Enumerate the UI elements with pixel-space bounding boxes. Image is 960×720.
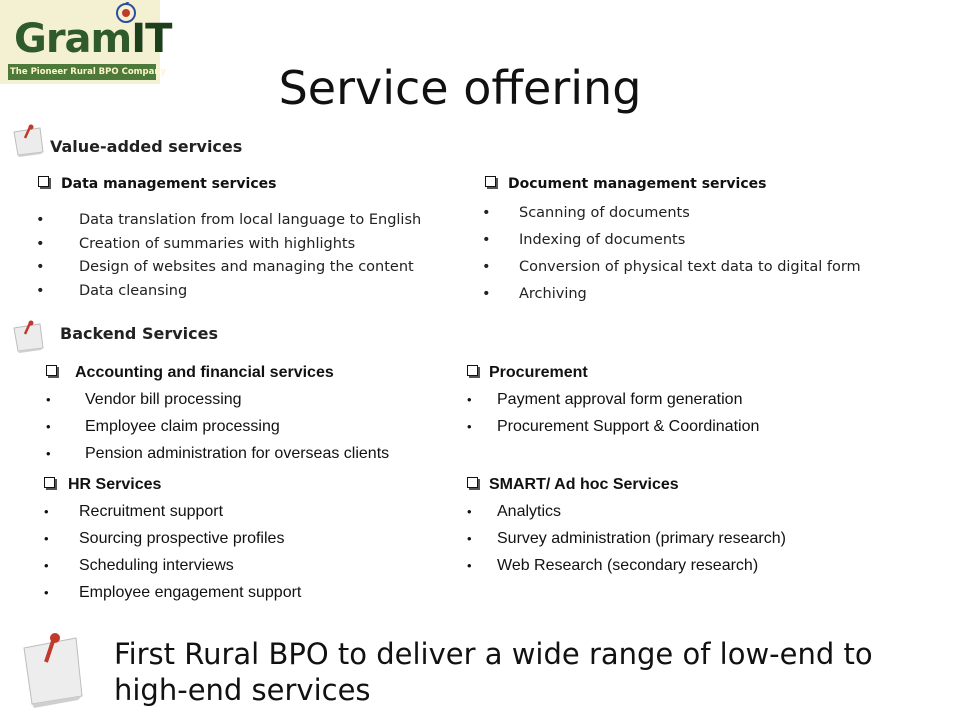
data-mgmt-list bbox=[36, 209, 421, 303]
list-item: • Data cleansing bbox=[36, 280, 421, 304]
hr-heading-text: HR Services bbox=[68, 476, 162, 493]
data-mgmt-heading-text: Data management services bbox=[61, 176, 277, 192]
pinned-note-icon bbox=[18, 630, 88, 710]
list-item: • Web Research (secondary research) bbox=[467, 552, 786, 579]
logo-tagline: The Pioneer Rural BPO Company bbox=[10, 67, 166, 77]
accounting-list bbox=[46, 386, 389, 467]
doc-mgmt-heading bbox=[485, 176, 767, 192]
list-item: • Creation of summaries with highlights bbox=[36, 233, 421, 257]
doc-mgmt-heading-text: Document management services bbox=[508, 176, 767, 192]
list-item: • Conversion of physical text data to digital form bbox=[482, 254, 861, 281]
smart-heading-text: SMART/ Ad hoc Services bbox=[489, 476, 679, 493]
hr-heading bbox=[44, 476, 161, 494]
list-item: • Procurement Support & Coordination bbox=[467, 413, 759, 440]
procurement-heading bbox=[467, 364, 588, 382]
list-item: • Scheduling interviews bbox=[44, 552, 301, 579]
list-item: • Analytics bbox=[467, 498, 786, 525]
footer-line-1: First Rural BPO to deliver a wide range of low-end to bbox=[114, 637, 873, 671]
list-item: • Pension administration for overseas clients bbox=[46, 440, 389, 467]
list-item: • Archiving bbox=[482, 281, 861, 308]
list-item: • Payment approval form generation bbox=[467, 386, 759, 413]
list-item: • Sourcing prospective profiles bbox=[44, 525, 301, 552]
list-item: • Employee engagement support bbox=[44, 579, 301, 606]
list-item: • Vendor bill processing bbox=[46, 386, 389, 413]
checkbox-bullet-icon bbox=[467, 477, 478, 488]
list-item: • Scanning of documents bbox=[482, 200, 861, 227]
backend-heading: Backend Services bbox=[60, 324, 218, 343]
logo-brand-accent: IT bbox=[131, 16, 172, 62]
list-item: • Survey administration (primary research) bbox=[467, 525, 786, 552]
logo-brand-main: Gram bbox=[14, 16, 132, 62]
checkbox-bullet-icon bbox=[46, 365, 57, 376]
accounting-heading bbox=[46, 364, 334, 382]
list-item: • Indexing of documents bbox=[482, 227, 861, 254]
slide-title: Service offering bbox=[278, 61, 642, 115]
pinned-note-icon bbox=[10, 124, 46, 158]
doc-mgmt-list bbox=[482, 200, 861, 308]
procurement-list bbox=[467, 386, 759, 440]
checkbox-bullet-icon bbox=[44, 477, 55, 488]
accounting-heading-text: Accounting and financial services bbox=[75, 364, 334, 381]
checkbox-bullet-icon bbox=[485, 176, 496, 187]
checkbox-bullet-icon bbox=[467, 365, 478, 376]
smart-list bbox=[467, 498, 786, 579]
procurement-heading-text: Procurement bbox=[489, 364, 588, 381]
list-item: • Data translation from local language to English bbox=[36, 209, 421, 233]
list-item: • Design of websites and managing the content bbox=[36, 256, 421, 280]
footer-line-2: high-end services bbox=[114, 673, 371, 707]
footer-statement bbox=[114, 636, 914, 708]
list-item: • Employee claim processing bbox=[46, 413, 389, 440]
smart-heading bbox=[467, 476, 679, 494]
checkbox-bullet-icon bbox=[38, 176, 49, 187]
logo-wordmark bbox=[14, 16, 171, 62]
pinned-note-icon bbox=[10, 320, 46, 354]
hr-list bbox=[44, 498, 301, 606]
value-added-heading: Value-added services bbox=[50, 137, 243, 156]
data-mgmt-heading bbox=[38, 176, 276, 192]
list-item: • Recruitment support bbox=[44, 498, 301, 525]
